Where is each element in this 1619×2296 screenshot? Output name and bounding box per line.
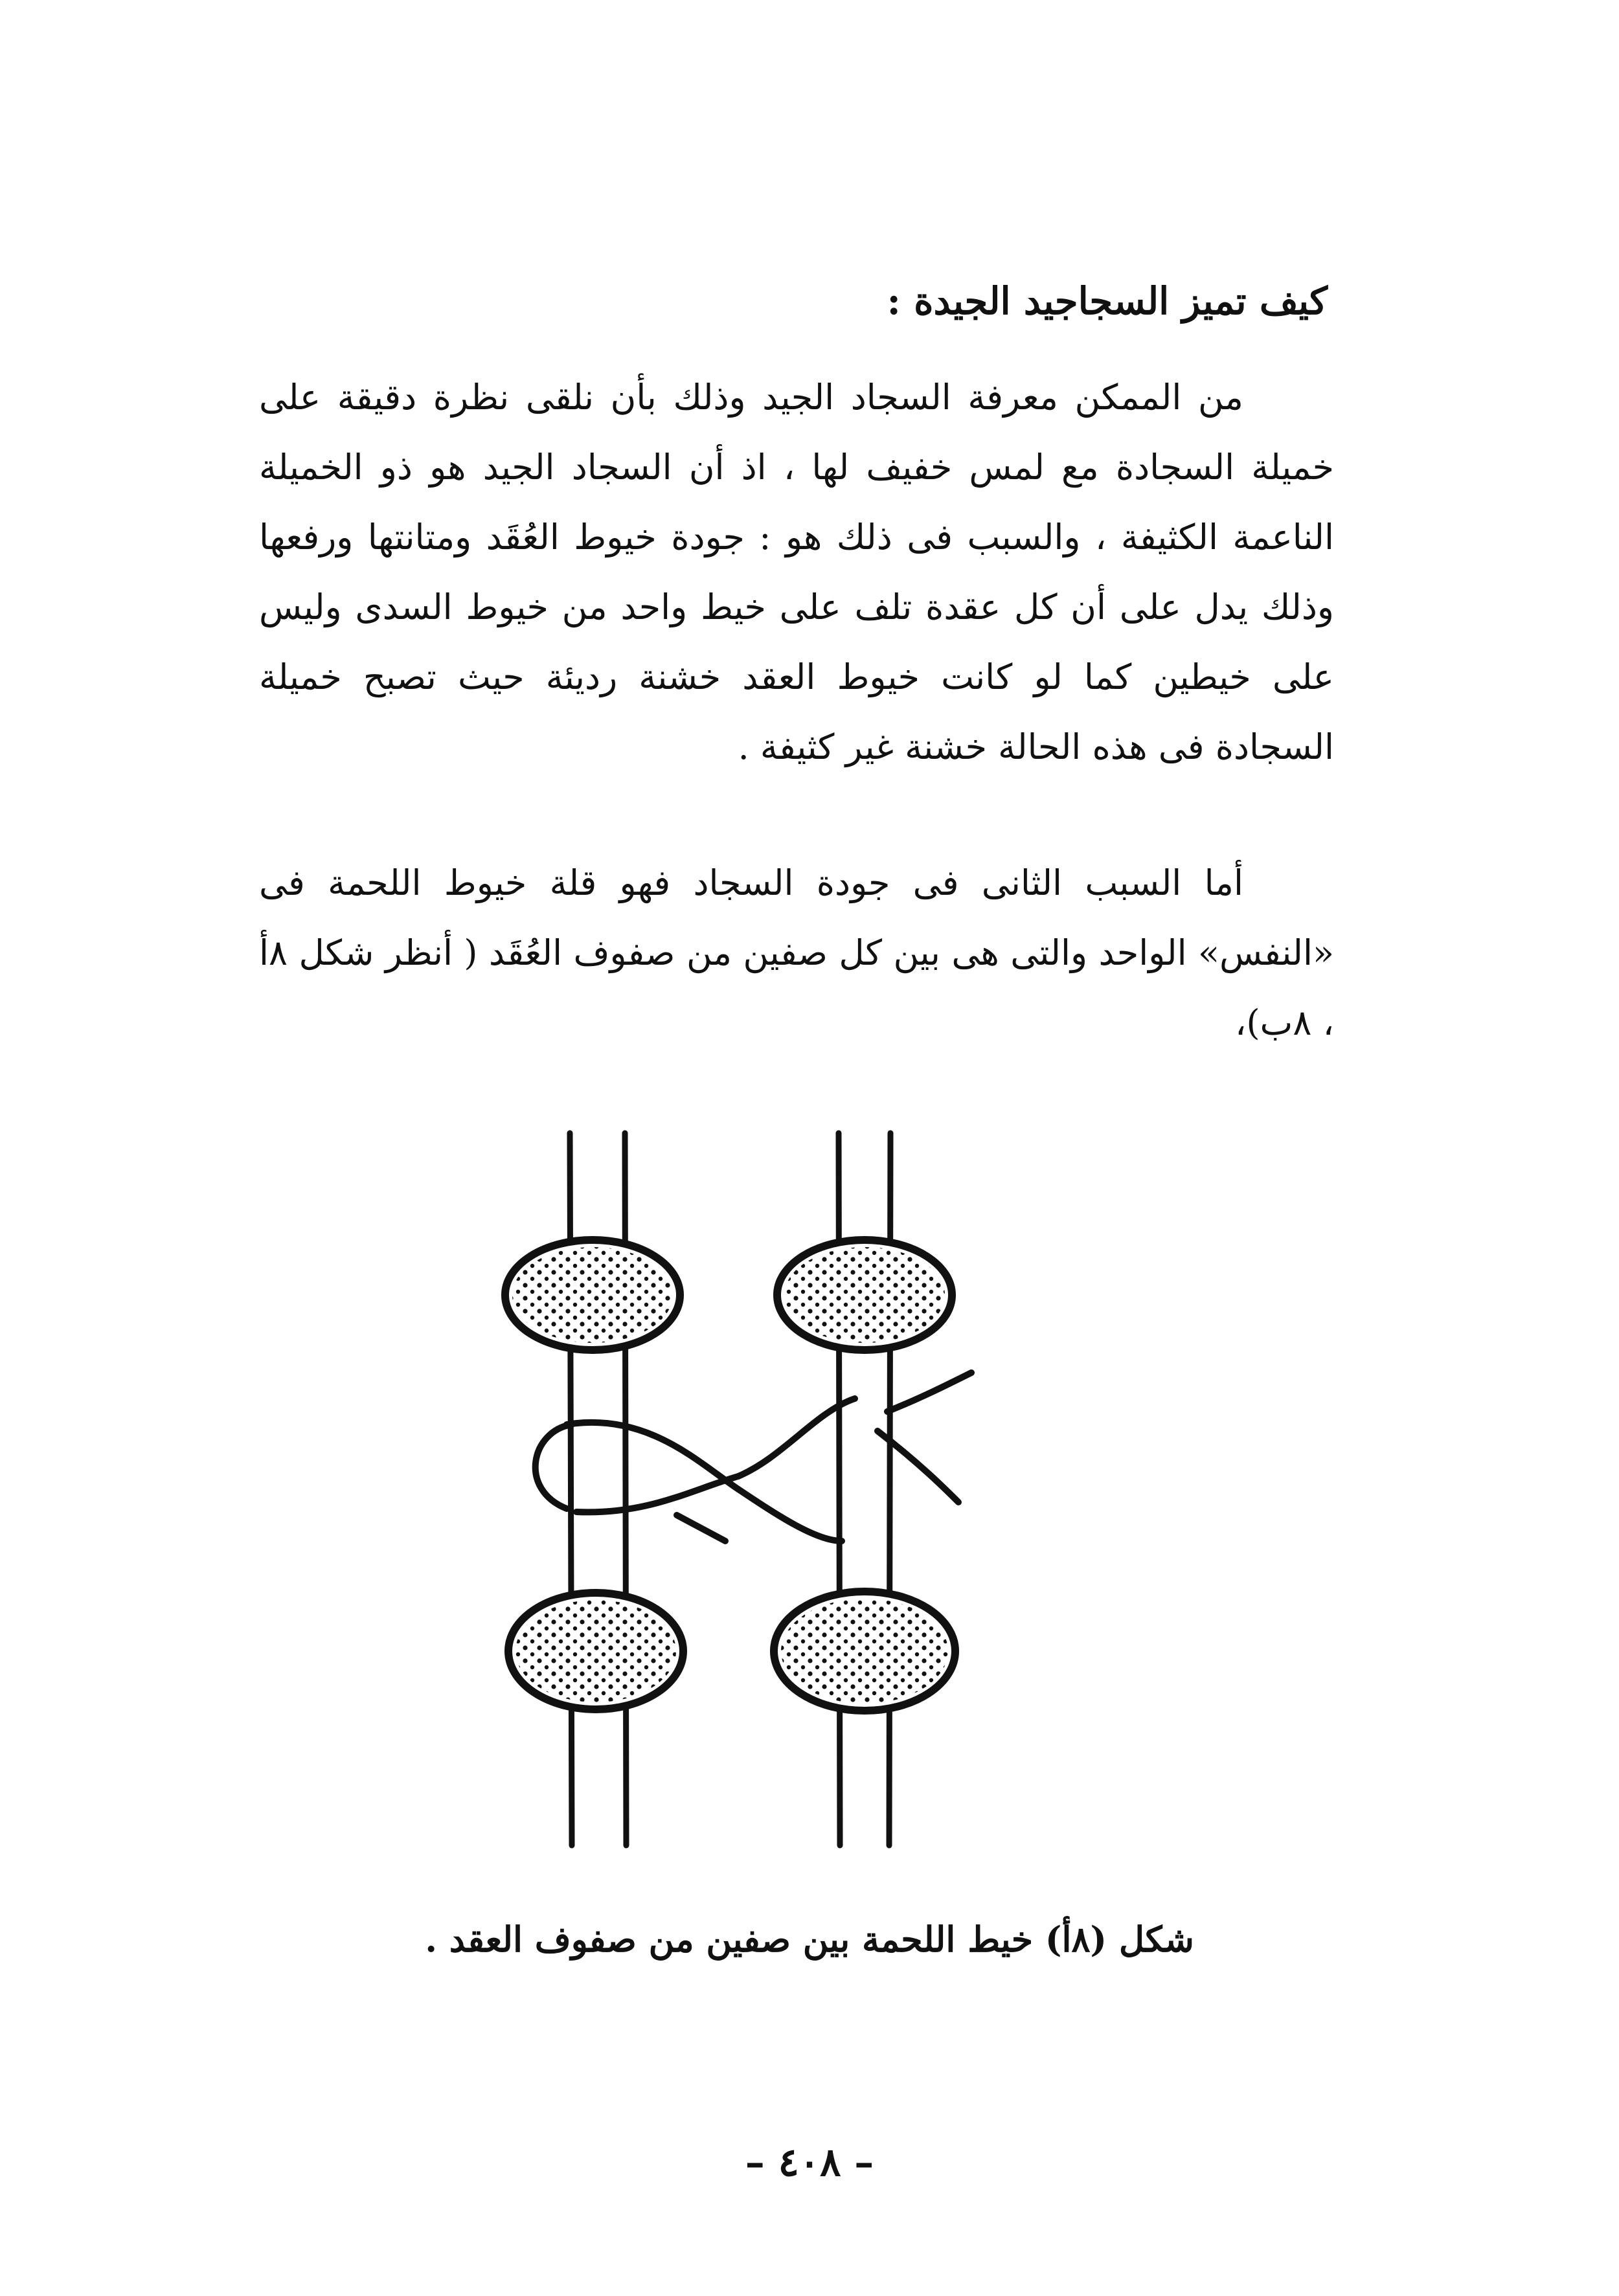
weft-knot-diagram (479, 1127, 1088, 1871)
paragraph-2-text: أما السبب الثانى فى جودة السجاد فهو قلة خيوط اللحمة فى «النفس» الواحد والتى هى بين كل صفين من صفوف العُقَد ( أنظر شكل ٨أ ، ٨ب)، (259, 862, 1334, 1043)
weft-knot-figure (479, 1127, 1088, 1871)
page-number: – ٤٠٨ – (745, 2140, 874, 2185)
weft-thread (536, 1373, 971, 1541)
paragraph-good-carpet (259, 363, 1334, 782)
paragraph-weft-threads (259, 848, 1334, 1058)
figure-caption: شكل (٨أ) خيط اللحمة بين صفين من صفوف العقد . (425, 1919, 1194, 1960)
section-heading: كيف تميز السجاجيد الجيدة : (887, 279, 1328, 323)
paragraph-1-text: من الممكن معرفة السجاد الجيد وذلك بأن نلقى نظرة دقيقة على خميلة السجادة مع لمس خفيف لها ، اذ أن السجاد الجيد هو ذو الخميلة الناعمة الكثيفة ، والسبب فى ذلك هو : جودة خيوط العُقَد ومتانتها ورفعها وذلك يدل على أن كل عقدة تلف على خيط واحد من خيوط السدى وليس على خيطين كما لو كانت خيوط العقد خشنة رديئة حيث تصبح خميلة السجادة فى هذه الحالة خشنة غير كثيفة . (259, 377, 1334, 767)
